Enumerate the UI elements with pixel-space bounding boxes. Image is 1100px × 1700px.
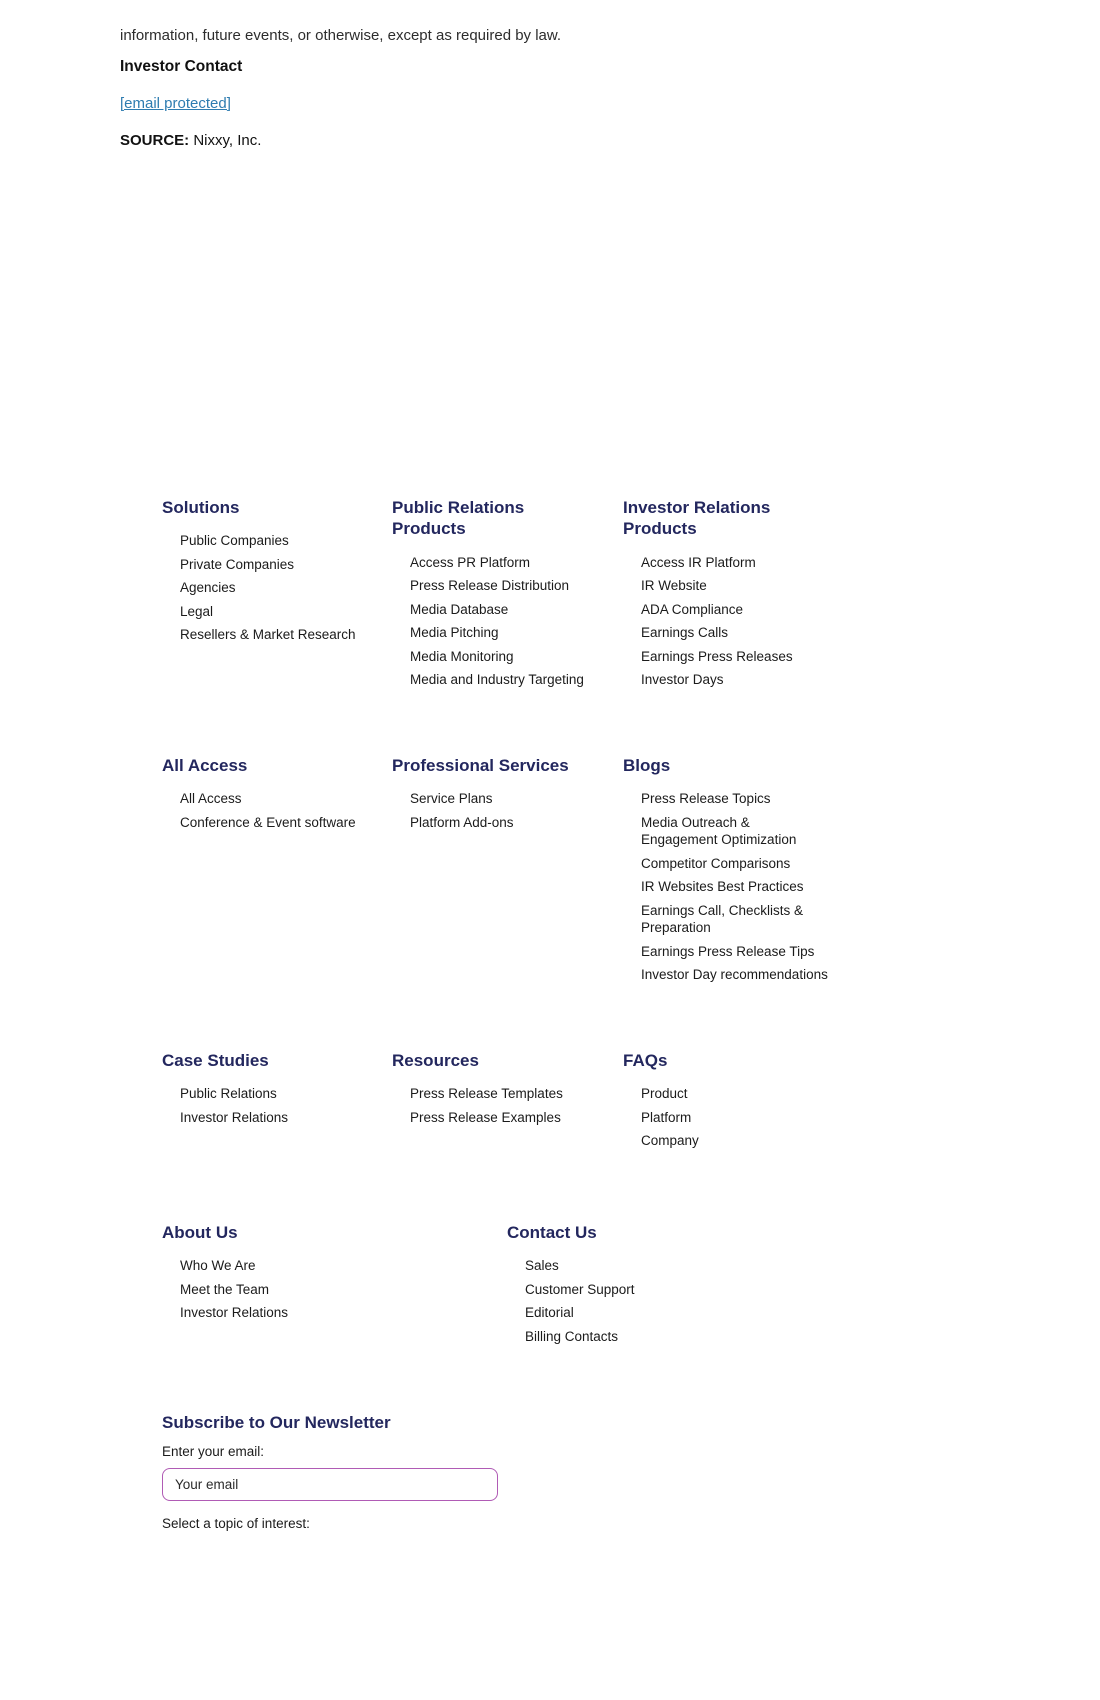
footer-link[interactable]: Earnings Call, Checklists & Preparation — [641, 902, 804, 936]
footer-list-pr-products — [392, 554, 597, 689]
footer-heading-pr-products: Public Relations Products — [392, 498, 525, 539]
footer-row-1 — [162, 497, 1000, 695]
footer-group-all-access — [162, 755, 392, 990]
source-name: Nixxy, Inc. — [189, 132, 262, 149]
article-tail — [0, 0, 1100, 149]
footer-group-pr-products — [392, 497, 623, 695]
footer-link[interactable]: Press Release Examples — [410, 1109, 561, 1125]
email-protected-link[interactable]: [email protected] — [120, 95, 231, 112]
footer-link[interactable]: Who We Are — [180, 1258, 256, 1274]
footer-list-professional-services — [392, 790, 597, 831]
footer-list-solutions — [162, 532, 367, 644]
source-line — [120, 132, 980, 149]
footer-link[interactable]: Conference & Event software — [180, 814, 356, 830]
investor-contact-heading: Investor Contact — [120, 58, 243, 75]
footer-list-blogs — [623, 790, 828, 984]
footer-link[interactable]: Platform Add-ons — [410, 814, 514, 830]
footer-list-about-us — [162, 1257, 367, 1322]
footer-list-resources — [392, 1085, 597, 1126]
footer-link[interactable]: Earnings Press Release Tips — [641, 943, 815, 959]
footer-link[interactable]: Sales — [525, 1258, 559, 1274]
footer-heading-solutions: Solutions — [162, 498, 240, 517]
footer-link[interactable]: Platform — [641, 1109, 692, 1125]
footer-link[interactable]: Public Companies — [180, 533, 289, 549]
footer-link[interactable]: Media and Industry Targeting — [410, 672, 584, 688]
footer-heading-about-us: About Us — [162, 1222, 238, 1242]
footer-link[interactable]: Meet the Team — [180, 1281, 270, 1297]
footer-group-blogs — [623, 755, 878, 990]
footer-link[interactable]: All Access — [180, 791, 242, 807]
footer-heading-resources: Resources — [392, 1050, 479, 1070]
footer-link[interactable]: IR Website — [641, 578, 707, 594]
footer-group-ir-products — [623, 497, 878, 695]
footer-list-ir-products — [623, 554, 828, 689]
footer-link[interactable]: Earnings Press Releases — [641, 648, 793, 664]
newsletter-email-input[interactable] — [162, 1468, 498, 1501]
footer-link[interactable]: Investor Days — [641, 672, 724, 688]
footer-link[interactable]: Access IR Platform — [641, 554, 756, 570]
footer-group-about-us — [162, 1222, 507, 1351]
footer-link[interactable]: Investor Day recommendations — [641, 967, 828, 983]
footer-link[interactable]: Press Release Distribution — [410, 578, 570, 594]
footer-heading-contact-us: Contact Us — [507, 1222, 597, 1242]
footer-heading-case-studies: Case Studies — [162, 1050, 269, 1070]
footer-list-contact-us — [507, 1257, 712, 1345]
footer-link[interactable]: Customer Support — [525, 1281, 635, 1297]
footer-heading-ir-products: Investor Relations Products — [623, 498, 771, 539]
footer-link[interactable]: Earnings Calls — [641, 625, 729, 641]
footer-link[interactable]: Media Monitoring — [410, 648, 514, 664]
footer-group-case-studies — [162, 1050, 392, 1156]
footer-list-faqs — [623, 1085, 828, 1150]
footer-link[interactable]: Competitor Comparisons — [641, 855, 791, 871]
clipped-paragraph-text: information, future events, or otherwise, except as required by law. — [120, 27, 562, 44]
clipped-paragraph — [120, 23, 980, 44]
footer-link[interactable]: Resellers & Market Research — [180, 627, 356, 643]
footer-row-4 — [162, 1222, 1000, 1351]
footer-link[interactable]: Press Release Templates — [410, 1086, 563, 1102]
footer-link[interactable]: Service Plans — [410, 791, 493, 807]
newsletter-heading: Subscribe to Our Newsletter — [162, 1413, 391, 1433]
footer-group-faqs — [623, 1050, 878, 1156]
footer-row-3 — [162, 1050, 1000, 1156]
footer-group-resources — [392, 1050, 623, 1156]
footer-list-case-studies — [162, 1085, 367, 1126]
footer-link[interactable]: Investor Relations — [180, 1305, 289, 1321]
footer-heading-faqs: FAQs — [623, 1050, 668, 1070]
footer-link[interactable]: Private Companies — [180, 556, 295, 572]
newsletter-section — [0, 1413, 1100, 1531]
footer-link[interactable]: Agencies — [180, 580, 236, 596]
source-label: SOURCE: — [120, 132, 190, 149]
footer-row-2 — [162, 755, 1000, 990]
footer-heading-all-access: All Access — [162, 755, 248, 775]
footer-list-all-access — [162, 790, 367, 831]
footer-link[interactable]: ADA Compliance — [641, 601, 744, 617]
footer-link[interactable]: IR Websites Best Practices — [641, 879, 804, 895]
footer-link[interactable]: Public Relations — [180, 1086, 277, 1102]
footer-link[interactable]: Media Outreach & Engagement Optimization — [641, 814, 797, 848]
footer-group-contact-us — [507, 1222, 1000, 1351]
footer-nav — [0, 497, 1100, 1351]
footer-link[interactable]: Access PR Platform — [410, 554, 531, 570]
footer-link[interactable]: Company — [641, 1133, 699, 1149]
newsletter-email-label: Enter your email: — [162, 1444, 265, 1460]
footer-link[interactable]: Legal — [180, 603, 214, 619]
footer-link[interactable]: Press Release Topics — [641, 791, 771, 807]
footer-group-solutions — [162, 497, 392, 695]
footer-link[interactable]: Billing Contacts — [525, 1328, 619, 1344]
footer-link[interactable]: Product — [641, 1086, 688, 1102]
footer-link[interactable]: Investor Relations — [180, 1109, 289, 1125]
footer-heading-blogs: Blogs — [623, 755, 671, 775]
footer-heading-professional-services: Professional Services — [392, 755, 569, 775]
footer-link[interactable]: Media Pitching — [410, 625, 499, 641]
footer-link[interactable]: Media Database — [410, 601, 509, 617]
newsletter-topic-label: Select a topic of interest: — [162, 1516, 310, 1532]
footer-link[interactable]: Editorial — [525, 1305, 574, 1321]
footer-group-professional-services — [392, 755, 623, 990]
